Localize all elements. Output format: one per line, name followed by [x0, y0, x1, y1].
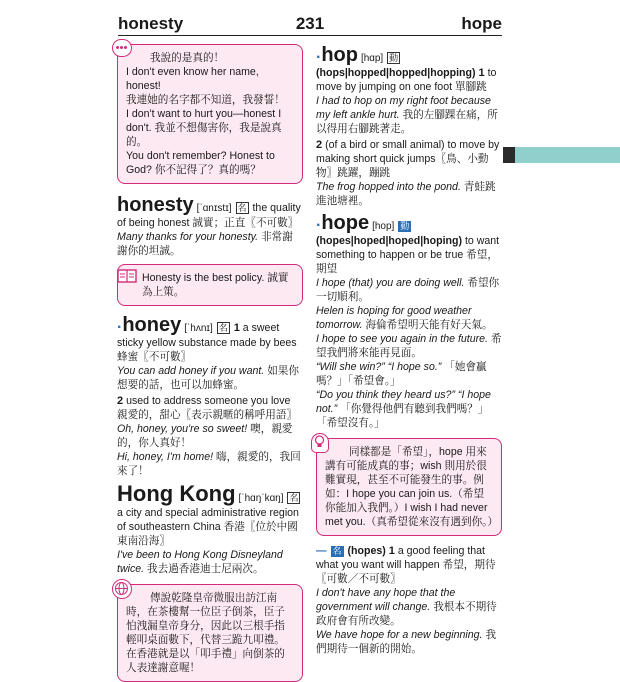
example-translation: 我的左腳踝在痛，所以得用右腳跳著走。	[316, 109, 498, 135]
quote-line: You don't remember? Honest to God? 你不記得了？真的嗎？	[126, 150, 275, 176]
culture-box	[117, 584, 303, 682]
example-translation: 「你覺得他們有聽到我們嗎？」「希望沒有。」	[316, 403, 489, 429]
headword: hope	[321, 212, 370, 234]
part-of-speech: 名	[218, 323, 228, 333]
repeat-dash: —	[316, 545, 327, 557]
example-translation: 如果你想要的話，也可以加蜂蜜。	[117, 365, 299, 391]
guide-word-right: hope	[461, 14, 502, 33]
example: I've been to Hong Kong Disneyland twice.	[117, 549, 283, 575]
example: I had to hop on my right foot because my left ankle hurt.	[316, 95, 491, 121]
usage-box	[316, 438, 502, 536]
quote-title: 我說的是真的！	[150, 52, 225, 64]
thumb-tab-marker	[503, 147, 515, 163]
example: “Will she win?” “I hope so.”	[316, 361, 442, 373]
pronunciation: [ˈhɑŋˈkɑŋ]	[238, 493, 284, 504]
example-translation: 嗨，親愛的，我回來了！	[117, 451, 301, 477]
example: We have hope for a new beginning.	[316, 629, 483, 641]
part-of-speech: 名	[289, 493, 299, 503]
definition: used to address someone you love 親愛的，甜心〖表示親暱的稱呼用語〗	[117, 395, 298, 421]
sense-number: 2	[316, 139, 323, 151]
definition: to want something to happen or be true 希望，期望	[316, 235, 500, 275]
thumb-tab	[515, 147, 620, 163]
definition: a good feeling that what you want will happen 希望，期待〖可數／不可數〗	[316, 545, 496, 585]
lightbulb-icon	[311, 433, 329, 453]
headword: honesty	[117, 194, 194, 216]
headword: honey	[122, 314, 182, 336]
example-translation: 希望我們將來能再見面。	[316, 333, 502, 359]
page-header	[118, 10, 502, 36]
part-of-speech: 名	[237, 203, 247, 213]
entry-hong-kong	[117, 482, 303, 576]
usage-text: 同樣都是「希望」，hope 用來講有可能成真的事；wish 則用於很難實現，甚至不可能發生的事。例如：I hope you can join us.（希望你能加入我們。）I wish I had never met you.（真希望從來沒有遇到你。）	[325, 446, 499, 528]
quote-line: I don't want to hurt you—honest I don't. 我並不想傷害你，我是說真的。	[126, 108, 282, 148]
bullet-dot: ·	[316, 217, 322, 235]
inflections: (hops|hopped|hopped|hopping)	[316, 67, 476, 79]
bullet-dot: ·	[117, 319, 123, 337]
proverb-zh: 誠實為上策。	[142, 272, 289, 298]
proverb-box	[117, 264, 303, 306]
sense-number: 1	[388, 545, 395, 557]
entry-honesty	[117, 194, 303, 258]
example: “Do you think they heard us?” “I hope not.”	[316, 389, 491, 415]
proverb-en: Honesty is the best policy.	[142, 272, 265, 284]
headword: Hong Kong	[117, 481, 236, 506]
pronunciation: [ˈhʌnɪ]	[184, 323, 213, 334]
sense-number: 1	[233, 322, 240, 334]
right-column	[316, 44, 502, 660]
definition: (of a bird or small animal) to move by making short quick jumps〖鳥、小動物〗跳躍，蹦跳	[316, 139, 500, 179]
part-of-speech: 動	[400, 221, 410, 231]
example: Many thanks for your honesty.	[117, 231, 259, 243]
example-translation: 噢，親愛的，你人真好！	[117, 423, 293, 449]
part-of-speech: 名	[332, 546, 342, 556]
example-translation: 我根本不期待政府會有所改變。	[316, 601, 497, 627]
quote-line: I don't even know her name, honest!	[126, 66, 259, 92]
book-icon	[117, 269, 137, 283]
definition: to move by jumping on one foot 單腳跳	[316, 67, 497, 93]
example-translation: 我們期待一個新的開始。	[316, 629, 497, 655]
example: I hope to see you again in the future.	[316, 333, 488, 345]
quote-line: 我連她的名字都不知道，我發誓！	[126, 94, 285, 106]
sense-number: 2	[117, 395, 124, 407]
culture-text: 傳說乾隆皇帝微服出訪江南時，在茶樓幫一位臣子倒茶，臣子怕洩漏皇帝身分，因此以三根手指輕叩桌面數下，代替三跪九叩禮。在香港就是以「叩手禮」向倒茶的人表達謝意喔！	[126, 592, 285, 674]
left-column	[117, 44, 303, 682]
example-translation: 希望你一切順利。	[316, 277, 500, 303]
bullet-dot: ·	[316, 49, 322, 67]
pronunciation: [ˈɑnɪstɪ]	[196, 203, 232, 214]
pronunciation: [hop]	[372, 221, 395, 232]
example: You can add honey if you want.	[117, 365, 265, 377]
part-of-speech: 動	[389, 53, 399, 63]
example-translation: 「她會贏嗎？」「希望會。」	[316, 361, 487, 387]
inflections: (hopes)	[347, 545, 386, 557]
example: Helen is hoping for good weather tomorrow.	[316, 305, 472, 331]
quote-box	[117, 44, 303, 184]
entry-honey	[117, 314, 303, 478]
example: The frog hopped into the pond.	[316, 181, 461, 193]
sense-number: 1	[478, 67, 485, 79]
example: I hope (that) you are doing well.	[316, 277, 465, 289]
entry-hope-verb	[316, 212, 502, 430]
definition: a sweet sticky yellow substance made by bees 蜂蜜〖不可數〗	[117, 322, 297, 363]
guide-word-left: honesty	[118, 14, 184, 33]
inflections: (hopes|hoped|hoped|hoping)	[316, 235, 462, 247]
example: I don't have any hope that the government will change.	[316, 587, 456, 613]
example-translation: 青蛙跳進池塘裡。	[316, 181, 496, 207]
pronunciation: [hɑp]	[360, 53, 384, 64]
example: Hi, honey, I'm home!	[117, 451, 214, 463]
example-translation: 非常謝謝你的坦誠。	[117, 231, 293, 257]
headword: hop	[321, 44, 358, 66]
globe-icon	[112, 579, 132, 599]
speech-bubble-icon	[112, 39, 132, 57]
example-translation: 海倫希望明天能有好天氣。	[365, 319, 493, 331]
example: Oh, honey, you're so sweet!	[117, 423, 248, 435]
definition: a city and special administrative region of southeastern China 香港〖位於中國東南沿海〗	[117, 507, 299, 547]
example-translation: 我去過香港迪士尼兩次。	[147, 563, 264, 575]
page-number: 231	[295, 14, 325, 33]
entry-hope-noun	[316, 544, 502, 656]
definition: the quality of being honest 誠實；正直〖不可數〗	[117, 202, 301, 229]
entry-hop	[316, 44, 502, 208]
